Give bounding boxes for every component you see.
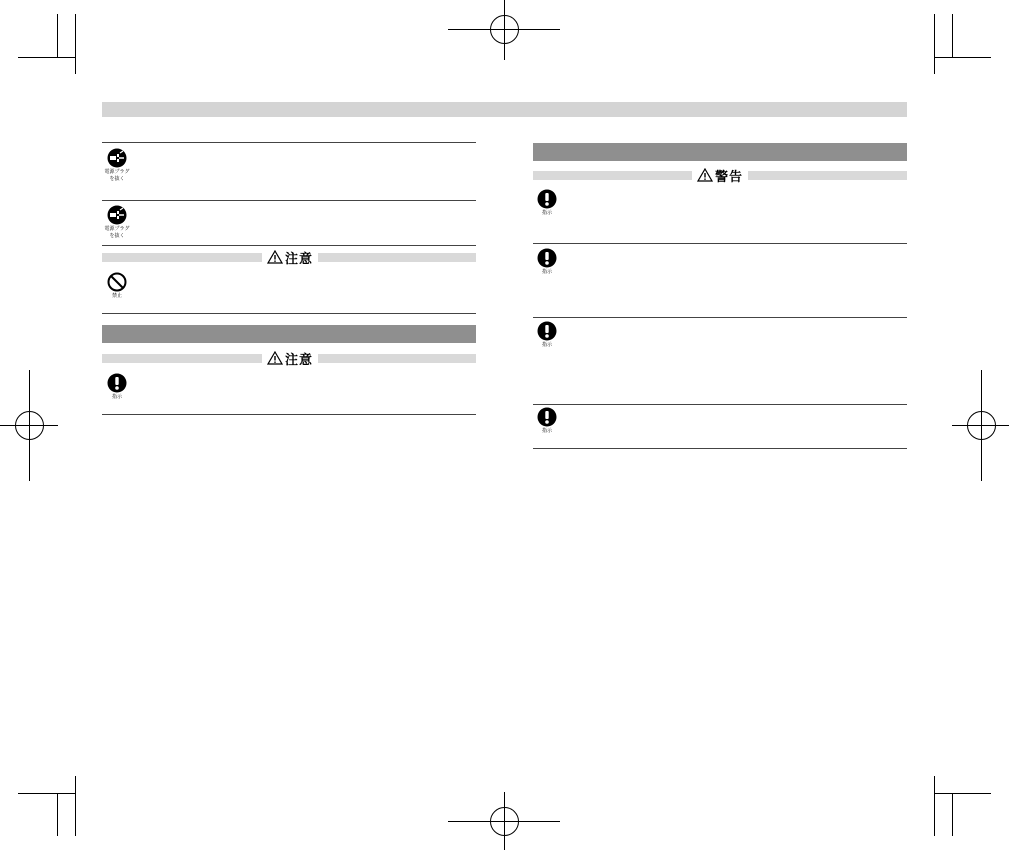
unplug-icon: [107, 148, 127, 168]
exclamation-icon: [537, 189, 557, 209]
instruct-caption: 指示: [541, 269, 552, 275]
warning-text: 警告: [714, 169, 743, 185]
warning-triangle-icon: [697, 168, 713, 182]
prohibit-caption: 禁止: [111, 293, 122, 299]
caution-text: 注意: [284, 251, 313, 267]
warning-triangle-icon: [267, 250, 283, 264]
prohibit-icon-block: [102, 272, 132, 299]
instruct-icon-block-4: [532, 407, 562, 434]
unplug-caption-line1: 電源プラグ: [104, 226, 130, 232]
prohibit-icon: [107, 272, 127, 292]
exclamation-icon: [537, 321, 557, 341]
page-header-bar: [102, 102, 907, 117]
unplug-icon: [107, 205, 127, 225]
caution-label-2: [262, 350, 318, 366]
instruct-caption: 指示: [541, 428, 552, 434]
unplug-caption-line1: 電源プラグ: [104, 169, 130, 175]
instruct-caption: 指示: [111, 394, 122, 400]
exclamation-icon: [537, 407, 557, 427]
instruct-icon-block-3: [532, 321, 562, 348]
warning-label: [692, 167, 748, 183]
instruct-icon-block-1: [532, 189, 562, 216]
instruct-caption: 指示: [541, 210, 552, 216]
right-section-header: [533, 143, 907, 161]
left-section-header: [102, 325, 476, 343]
warning-triangle-icon: [267, 351, 283, 365]
unplug-icon-2: [102, 205, 132, 239]
unplug-caption-line2: を抜く: [109, 176, 125, 182]
exclamation-icon: [537, 248, 557, 268]
caution-text: 注意: [284, 352, 313, 368]
instruct-caption: 指示: [541, 342, 552, 348]
instruct-icon-block-2: [532, 248, 562, 275]
exclamation-icon: [107, 373, 127, 393]
unplug-caption-line2: を抜く: [109, 233, 125, 239]
caution-label-1: [262, 249, 318, 265]
instruct-icon-block-left: [102, 373, 132, 400]
unplug-icon-1: [102, 148, 132, 182]
